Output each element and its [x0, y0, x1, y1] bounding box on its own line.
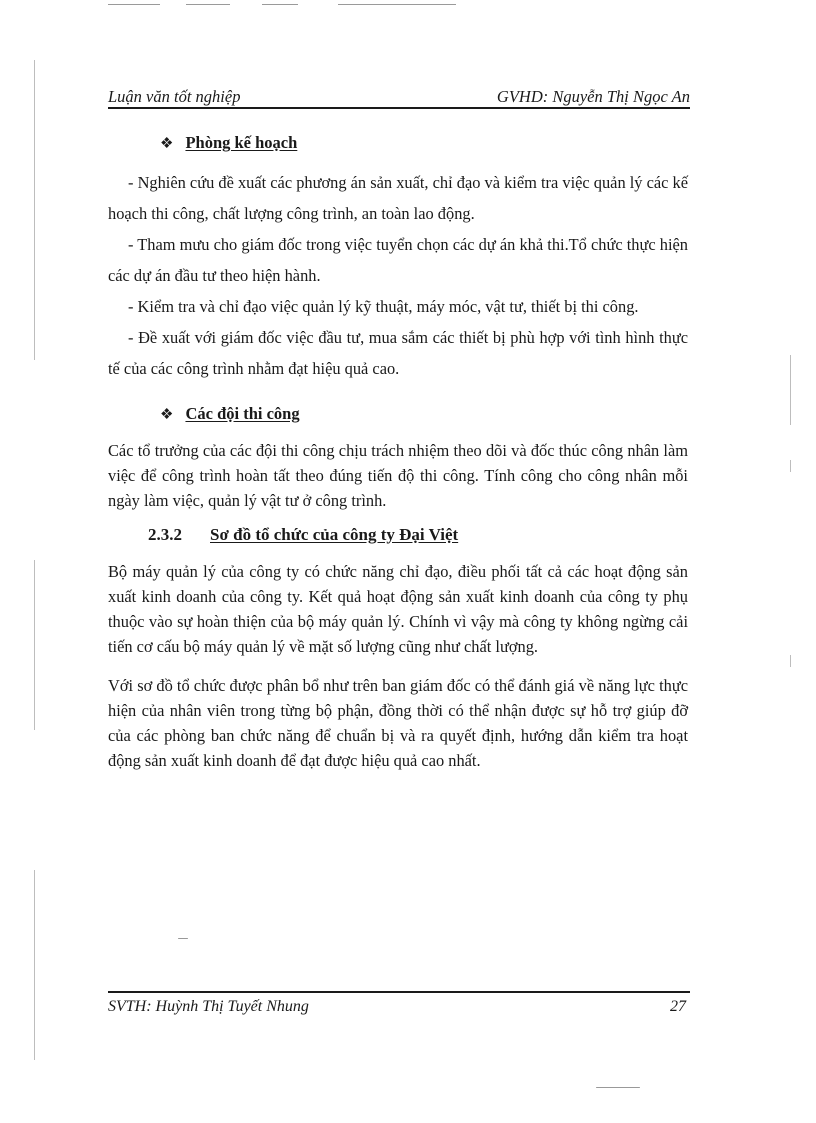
paragraph: Các tổ trưởng của các đội thi công chịu trách nhiệm theo dõi và đốc thúc công nhân làm việc để công trình hoàn tất theo đúng tiến độ thi công. Tính công cho công nhân mỗi ngày làm việc, quản lý vật tư ở công trình.: [108, 441, 688, 510]
scan-mark: [186, 4, 230, 5]
section-title: Sơ đồ tổ chức của công ty Đại Việt: [210, 525, 459, 544]
scan-mark: [338, 4, 456, 5]
page-number: 27: [670, 998, 686, 1015]
scan-edge-line: [790, 460, 791, 472]
subheading-construction-teams: [160, 404, 688, 424]
subheading-planning: [160, 133, 688, 153]
scan-mark: [262, 4, 298, 5]
scan-mark: [108, 4, 160, 5]
list-item: - Nghiên cứu đề xuất các phương án sản xuất, chỉ đạo và kiểm tra việc quản lý các kế hoạch thi công, chất lượng công trình, an toàn lao động.: [108, 173, 688, 223]
footer-student: SVTH: Huỳnh Thị Tuyết Nhung: [108, 998, 309, 1015]
header-advisor: GVHD: Nguyễn Thị Ngọc An: [496, 87, 690, 106]
section-number: 2.3.2: [148, 525, 182, 544]
scan-edge-line: [790, 355, 791, 425]
subheading-text: Phòng kế hoạch: [185, 133, 298, 152]
scan-edge-line: [34, 870, 35, 1060]
diamond-bullet-icon: ❖: [160, 406, 174, 423]
list-item: - Tham mưu cho giám đốc trong việc tuyển chọn các dự án khả thi.Tổ chức thực hiện các dự án đầu tư theo hiện hành.: [108, 235, 688, 285]
paragraph: Bộ máy quản lý của công ty có chức năng chỉ đạo, điều phối tất cả các hoạt động sản xuất kinh doanh của công ty. Kết quả hoạt động sản xuất kinh doanh của công ty phụ thuộc vào sự hoàn thiện của bộ máy quản lý. Chính vì vậy mà công ty không ngừng cải tiến cơ cấu bộ máy quản lý về mặt số lượng cũng như chất lượng.: [108, 562, 688, 656]
scan-speck: [178, 938, 188, 939]
list-item: - Kiểm tra và chỉ đạo việc quản lý kỹ thuật, máy móc, vật tư, thiết bị thi công.: [128, 297, 639, 316]
scan-edge-line: [790, 655, 791, 667]
header-rule: [108, 107, 690, 109]
subheading-text: Các đội thi công: [185, 404, 300, 423]
scan-edge-line: [34, 560, 35, 730]
list-item: - Đề xuất với giám đốc việc đầu tư, mua sắm các thiết bị phù hợp với tình hình thực tế của các công trình nhằm đạt hiệu quả cao.: [108, 328, 688, 378]
page-content: [108, 133, 688, 773]
footer-rule: [108, 991, 690, 993]
page-footer: [108, 998, 686, 1016]
page-header: [108, 87, 690, 107]
section-heading: [148, 525, 688, 545]
header-thesis-label: Luận văn tốt nghiệp: [108, 87, 241, 106]
scan-edge-line: [34, 60, 35, 360]
paragraph: Với sơ đồ tổ chức được phân bổ như trên ban giám đốc có thể đánh giá về năng lực thực hiện của nhân viên trong từng bộ phận, đồng thời có thể nhận được sự hỗ trợ giúp đỡ của các phòng ban chức năng để chuẩn bị và ra quyết định, hướng dẫn kiểm tra hoạt động sản xuất kinh doanh để đạt được hiệu quả cao nhất.: [108, 676, 688, 770]
diamond-bullet-icon: ❖: [160, 135, 174, 152]
scan-speck: [596, 1087, 640, 1088]
